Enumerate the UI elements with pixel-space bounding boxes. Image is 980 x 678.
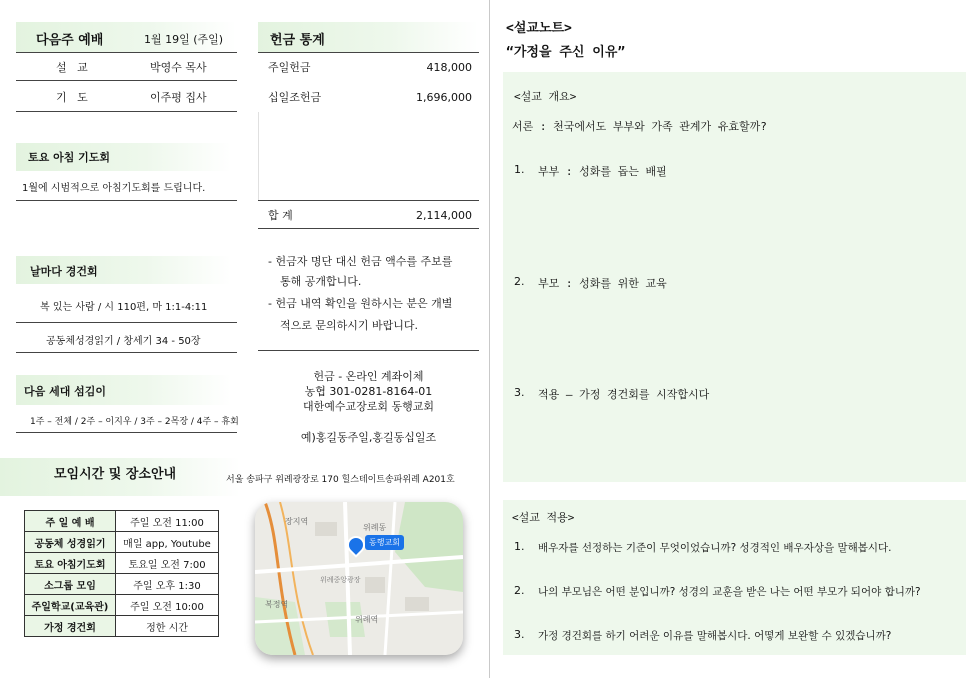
daily-title: 날마다 경건회: [30, 265, 98, 278]
schedule-table: [24, 510, 219, 637]
divider: [258, 350, 479, 351]
saturday-text: 1월에 시범적으로 아침기도회를 드립니다.: [22, 183, 206, 194]
outline-point-text: 부부 : 성화를 돕는 배필: [538, 165, 667, 178]
apply-text: 배우자를 선정하는 기준이 무엇이었습니까? 성경적인 배우자상을 말해봅시다.: [538, 542, 892, 554]
apply-text: 나의 부모님은 어떤 분입니까? 성경의 교훈을 받은 나는 어떤 부모가 되어야 합니까?: [538, 586, 921, 598]
prayer-value: 이주평 집사: [150, 91, 207, 104]
offering-note-1b: 통해 공개합니다.: [280, 275, 362, 288]
preacher-value: 박영수 목사: [150, 61, 207, 74]
offering-total-label: 합 계: [268, 209, 293, 222]
outline-point-num: 1.: [514, 163, 525, 176]
sermon-title: “가정을 주신 이유”: [506, 45, 626, 60]
offering-tithe-value: 1,696,000: [416, 91, 472, 104]
table-row: [25, 511, 219, 532]
next-week-date: 1월 19일 (주일): [144, 33, 224, 46]
preacher-label: 설 교: [56, 61, 88, 74]
sermon-heading: <설교노트>: [506, 21, 572, 36]
next-week-title: 다음주 예배: [36, 33, 104, 48]
apply-heading: <설교 적용>: [512, 511, 575, 524]
daily-line2: 공동체성경읽기 / 창세기 34 - 50장: [46, 336, 201, 347]
outline-point-num: 3.: [514, 386, 525, 399]
schedule-time: 주일 오전 10:00: [116, 595, 219, 616]
apply-text: 가정 경건회를 하기 어려운 이유를 말해봅시다. 어떻게 보완할 수 있겠습니까?: [538, 630, 892, 642]
divider: [16, 52, 237, 53]
offering-note-2: - 헌금 내역 확인을 원하시는 분은 개별: [268, 297, 453, 310]
outline-point-text: 부모 : 성화를 위한 교육: [538, 277, 667, 290]
nextgen-title: 다음 세대 섬김이: [24, 385, 107, 398]
table-row: [25, 553, 219, 574]
map-label: 장지역: [285, 517, 309, 526]
apply-num: 3.: [514, 628, 525, 641]
divider: [258, 200, 479, 201]
table-row: [25, 574, 219, 595]
table-row: [25, 595, 219, 616]
apply-num: 2.: [514, 584, 525, 597]
location-map[interactable]: [255, 502, 463, 655]
divider: [16, 80, 237, 81]
outline-point-text: 적용 – 가정 경건회를 시작합시다: [538, 388, 710, 401]
divider: [16, 200, 237, 201]
map-graphic: [255, 502, 463, 655]
schedule-name: 주일학교(교육관): [25, 595, 116, 616]
schedule-name: 토요 아침기도회: [25, 553, 116, 574]
schedule-time: 토요일 오전 7:00: [116, 553, 219, 574]
offering-column-line: [258, 112, 259, 200]
divider: [16, 352, 237, 353]
online-line3: 대한예수교장로회 동행교회: [302, 400, 434, 413]
schedule-name: 가정 경건회: [25, 616, 116, 637]
schedule-name: 주 일 예 배: [25, 511, 116, 532]
meeting-title: 모임시간 및 장소안내: [54, 467, 177, 482]
table-row: [25, 532, 219, 553]
prayer-label: 기 도: [56, 91, 88, 104]
offering-total-value: 2,114,000: [416, 209, 472, 222]
divider: [16, 111, 237, 112]
page-divider: [489, 0, 490, 678]
map-marker-label: 동행교회: [365, 535, 404, 550]
schedule-name: 공동체 성경읽기: [25, 532, 116, 553]
offering-sunday-label: 주일헌금: [268, 61, 311, 74]
daily-line1: 복 있는 사람 / 시 110편, 마 1:1-4:11: [40, 302, 208, 313]
outline-intro: 서론 : 천국에서도 부부와 가족 관계가 유효할까?: [512, 120, 767, 133]
offering-tithe-label: 십일조헌금: [268, 91, 322, 104]
offering-title: 헌금 통계: [270, 33, 325, 48]
online-line1: 헌금 - 온라인 계좌이체: [313, 370, 424, 383]
offering-note-1: - 헌금자 명단 대신 헌금 액수를 주보를: [268, 255, 453, 268]
schedule-time: 주일 오후 1:30: [116, 574, 219, 595]
map-label: 위례동: [363, 523, 387, 532]
schedule-time: 매일 app, Youtube: [116, 532, 219, 553]
map-label: 복정역: [265, 600, 289, 609]
meeting-address: 서울 송파구 위례광장로 170 힐스테이트송파위례 A201호: [226, 475, 455, 485]
divider: [258, 52, 479, 53]
outline-heading: <설교 개요>: [514, 90, 577, 103]
divider: [16, 322, 237, 323]
map-label: 위례역: [355, 615, 379, 624]
schedule-time: 정한 시간: [116, 616, 219, 637]
schedule-time: 주일 오전 11:00: [116, 511, 219, 532]
table-row: [25, 616, 219, 637]
divider: [258, 228, 479, 229]
offering-sunday-value: 418,000: [426, 61, 472, 74]
apply-num: 1.: [514, 540, 525, 553]
nextgen-text: 1주 – 전체 / 2주 – 이지우 / 3주 – 2목장 / 4주 – 휴회: [30, 417, 239, 427]
outline-point-num: 2.: [514, 275, 525, 288]
saturday-title: 토요 아침 기도회: [28, 151, 111, 164]
schedule-name: 소그룹 모임: [25, 574, 116, 595]
map-label: 위례중앙광장: [320, 577, 361, 584]
online-line2: 농협 301-0281-8164-01: [304, 385, 433, 398]
divider: [16, 432, 237, 433]
offering-note-2b: 적으로 문의하시기 바랍니다.: [280, 319, 419, 332]
online-line4: 예)홍길동주일,홍길동십일조: [300, 431, 437, 444]
